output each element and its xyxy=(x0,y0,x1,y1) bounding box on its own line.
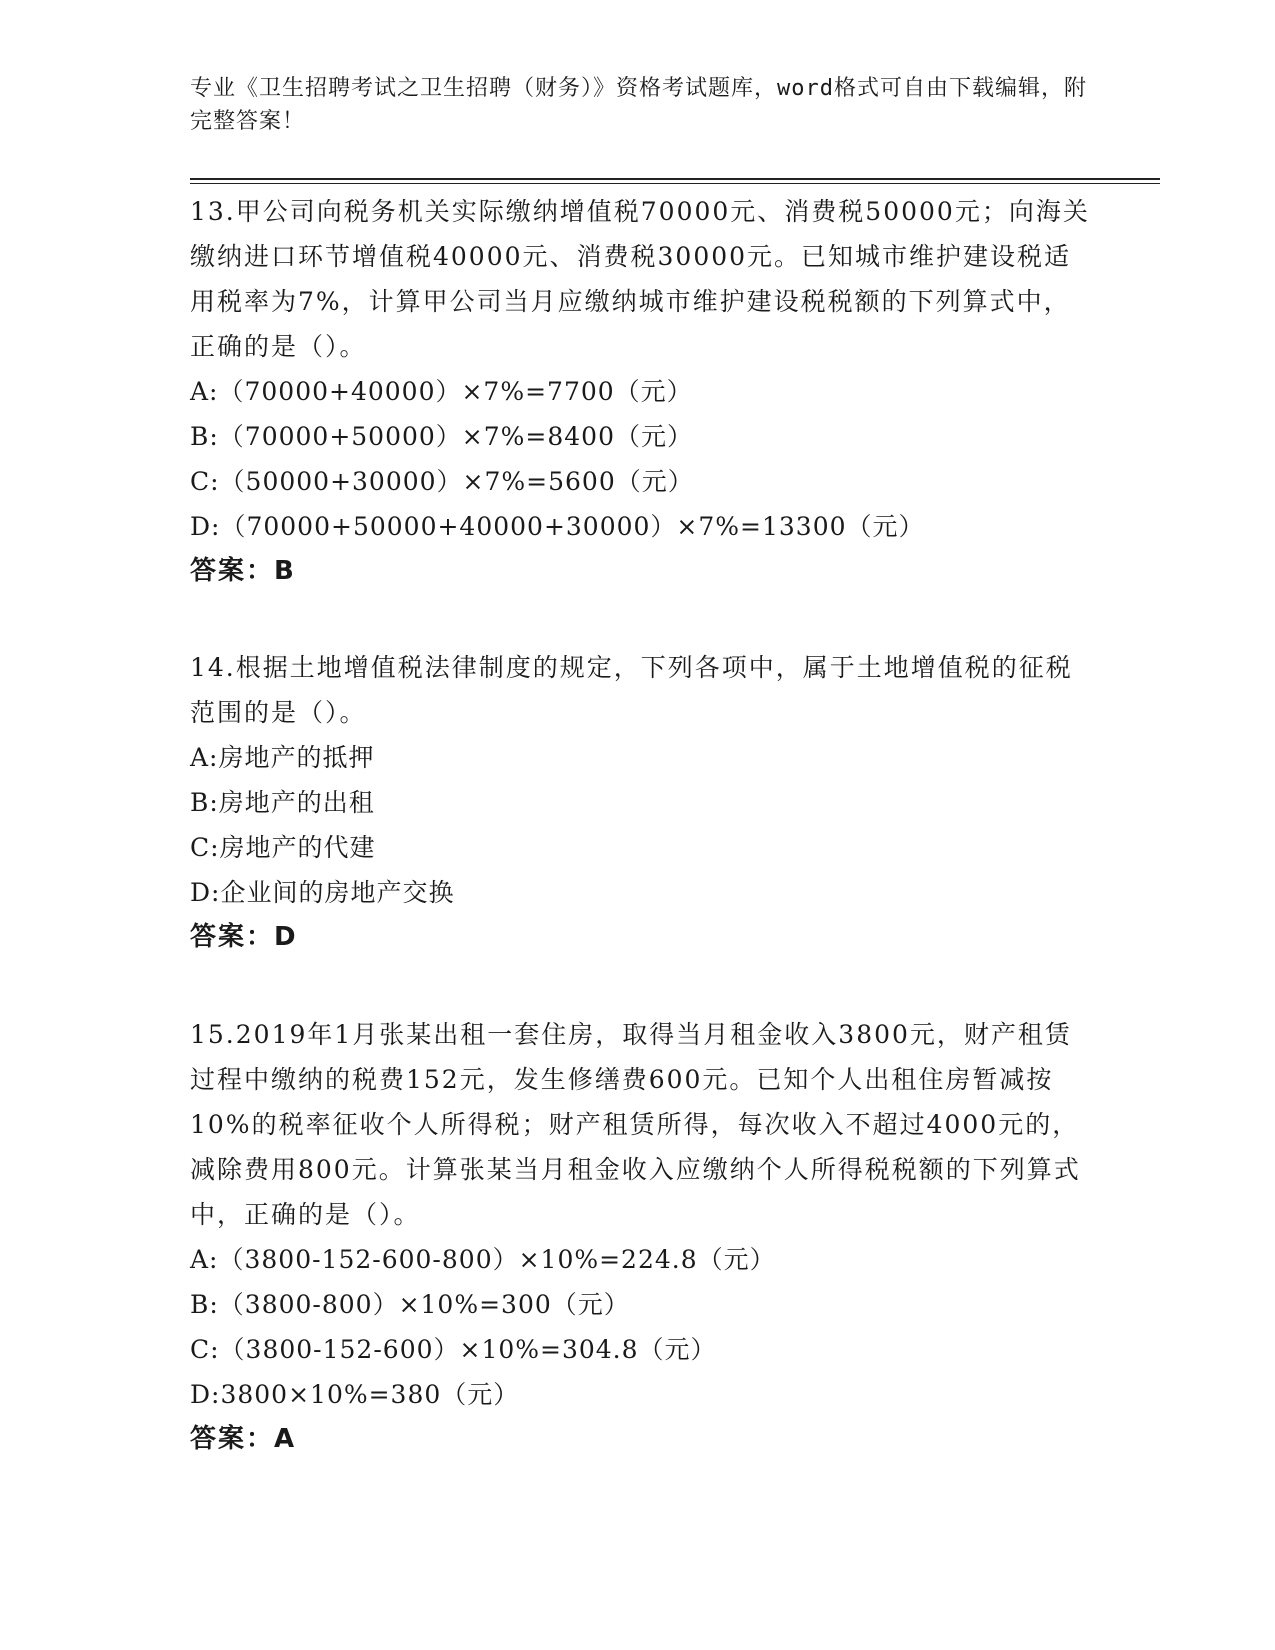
question-text: 15.2019年1月张某出租一套住房，取得当月租金收入3800元，财产租赁过程中缴纳的税费152元，发生修缮费600元。已知个人出租住房暂减按10%的税率征收个人所得税；财产租赁所得，每次收入不超过4000元的，减除费用800元。计算张某当月租金收入应缴纳个人所得税税额的下列算式中，正确的是（）。 xyxy=(190,1020,1081,1229)
option-c: C:房地产的代建 xyxy=(190,833,376,862)
option-a: A:（70000+40000）×7%=7700（元） xyxy=(190,377,693,406)
option-a: A:房地产的抵押 xyxy=(190,743,375,772)
question-13 xyxy=(190,189,1090,594)
option-c: C:（50000+30000）×7%=5600（元） xyxy=(190,467,694,496)
header-divider-thick xyxy=(190,178,1160,180)
question-text: 14.根据土地增值税法律制度的规定，下列各项中，属于土地增值税的征税范围的是（）。 xyxy=(190,653,1073,727)
option-b: B:（70000+50000）×7%=8400（元） xyxy=(190,422,693,451)
answer-line: 答案：B xyxy=(190,556,296,586)
question-14 xyxy=(190,645,1090,960)
option-a: A:（3800-152-600-800）×10%=224.8（元） xyxy=(190,1245,776,1274)
question-text: 13.甲公司向税务机关实际缴纳增值税70000元、消费税50000元；向海关缴纳进口环节增值税40000元、消费税30000元。已知城市维护建设税适用税率为7%，计算甲公司当月应缴纳城市维护建设税税额的下列算式中，正确的是（）。 xyxy=(190,197,1090,361)
option-b: B:（3800-800）×10%=300（元） xyxy=(190,1290,630,1319)
option-b: B:房地产的出租 xyxy=(190,788,375,817)
header-divider-thin xyxy=(190,183,1160,184)
option-d: D:（70000+50000+40000+30000）×7%=13300（元） xyxy=(190,512,925,541)
question-15 xyxy=(190,1012,1090,1462)
answer-line: 答案：D xyxy=(190,922,298,952)
answer-line: 答案：A xyxy=(190,1424,297,1454)
option-d: D:3800×10%=380（元） xyxy=(190,1380,520,1409)
document-header: 专业《卫生招聘考试之卫生招聘（财务）》资格考试题库，word格式可自由下载编辑，附完整答案！ xyxy=(190,76,1087,134)
option-d: D:企业间的房地产交换 xyxy=(190,878,455,907)
option-c: C:（3800-152-600）×10%=304.8（元） xyxy=(190,1335,717,1364)
